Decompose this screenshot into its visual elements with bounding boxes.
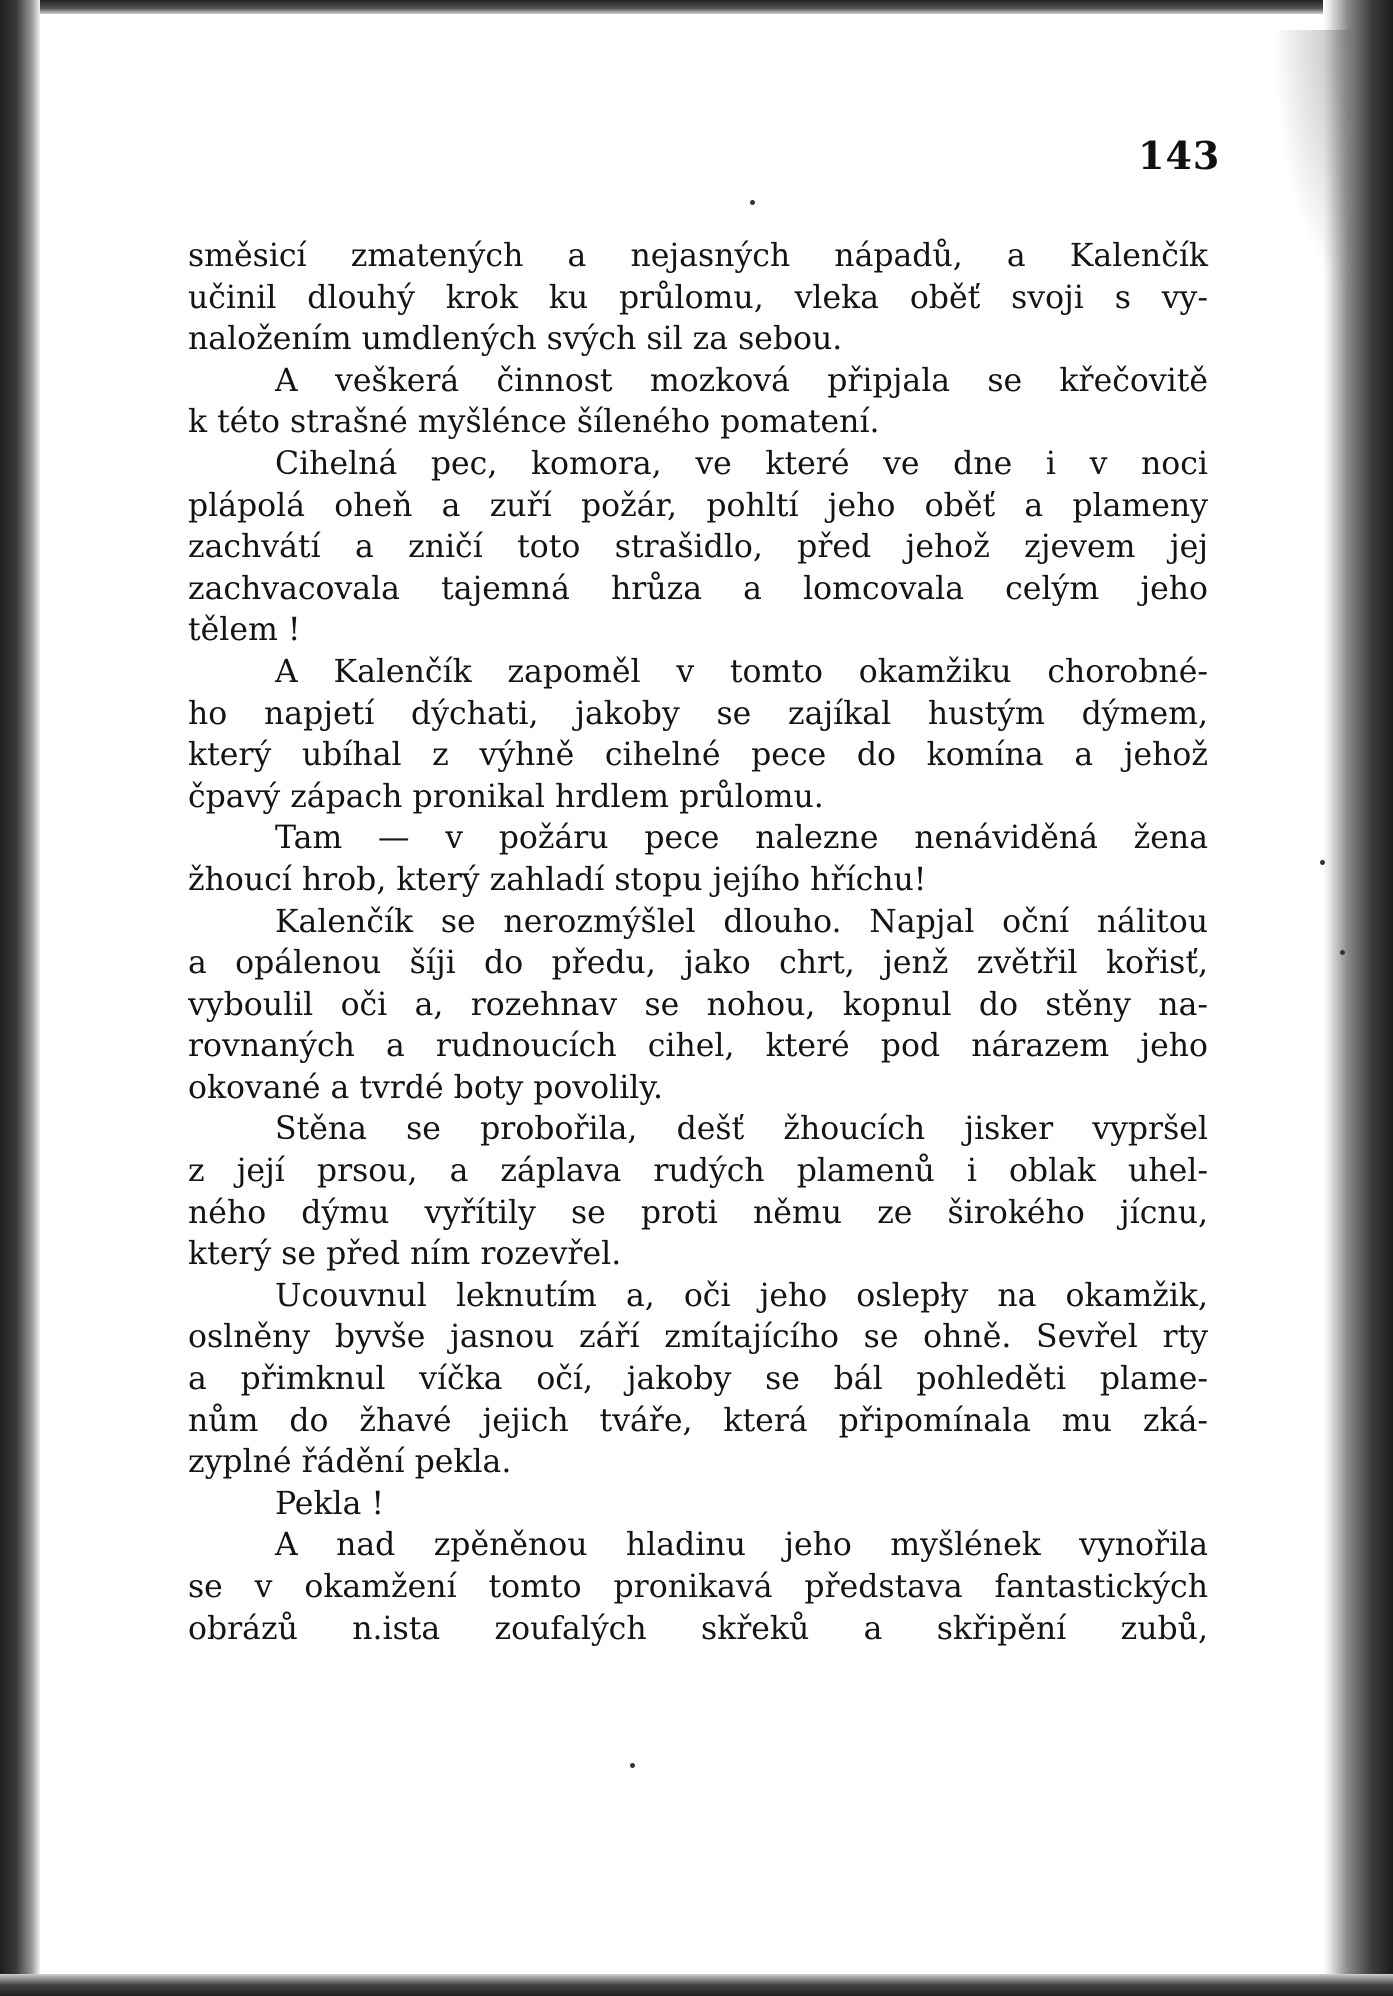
text-line: A veškerá činnost mozková připjala se křečovitě [275, 362, 1208, 399]
text-line: naložením umdlených svých sil za sebou. [188, 321, 843, 358]
text-line: oslněny byvše jasnou září zmítajícího se ohně. Sevřel rty [188, 1319, 1208, 1356]
ink-speck [1320, 860, 1325, 865]
text-line: Stěna se probořila, dešť žhoucích jisker vypršel [275, 1111, 1208, 1148]
text-line: ho napjetí dýchati, jakoby se zajíkal hustým dýmem, [188, 695, 1208, 732]
text-line: čpavý zápach pronikal hrdlem průlomu. [188, 778, 824, 815]
text-line: zachvacovala tajemná hrůza a lomcovala celým jeho [188, 570, 1208, 607]
scan-border-top [0, 0, 1393, 14]
text-line: Kalenčík se nerozmýšlel dlouho. Napjal oční nálitou [275, 903, 1208, 940]
text-line: a přimknul víčka očí, jakoby se bál pohleděti plame- [188, 1361, 1208, 1398]
text-line: vyboulil oči a, rozehnav se nohou, kopnul do stěny na- [188, 986, 1208, 1023]
ink-speck [630, 1763, 635, 1768]
scan-border-left [0, 0, 40, 1996]
text-line: z její prsou, a záplava rudých plamenů i oblak uhel- [188, 1153, 1208, 1190]
page-number: 143 [1138, 133, 1221, 178]
text-line: tělem ! [188, 612, 301, 649]
text-line: zyplné řádění pekla. [188, 1444, 512, 1481]
text-line: k této strašné myšlénce šíleného pomatení. [188, 404, 880, 441]
text-line: žhoucí hrob, který zahladí stopu jejího hříchu! [188, 861, 927, 898]
text-line: nům do žhavé jejich tváře, která připomínala mu zká- [188, 1402, 1208, 1439]
text-line: rovnaných a rudnoucích cihel, které pod nárazem jeho [188, 1028, 1208, 1065]
text-line: Pekla ! [275, 1485, 385, 1522]
text-line: Tam — v požáru pece nalezne nenáviděná žena [275, 820, 1208, 857]
text-line: ného dýmu vyřítily se proti němu ze širokého jícnu, [188, 1194, 1208, 1231]
text-line: okované a tvrdé boty povolily. [188, 1069, 663, 1106]
text-line: směsicí zmatených a nejasných nápadů, a Kalenčík [188, 238, 1208, 274]
text-line: zachvátí a zničí toto strašidlo, před jehož zjevem jej [188, 529, 1208, 566]
text-line: se v okamžení tomto pronikavá představa fantastických [188, 1569, 1208, 1605]
text-line: A nad zpěněnou hladinu jeho myšlének vynořila [275, 1527, 1208, 1564]
text-line: obrázů n.ista zoufalých skřeků a skřipění zubů, [188, 1610, 1208, 1647]
text-line: učinil dlouhý krok ku průlomu, vleka oběť svoji s vy- [188, 279, 1208, 316]
text-line: Ucouvnul leknutím a, oči jeho oslepły na okamžik, [275, 1277, 1208, 1314]
body-text [188, 236, 1208, 1650]
scan-border-right [1323, 0, 1393, 1996]
ink-speck [750, 200, 755, 205]
text-line: který se před ním rozevřel. [188, 1236, 622, 1273]
text-line: který ubíhal z výhně cihelné pece do komína a jehož [188, 737, 1208, 774]
text-line: a opálenou šíji do předu, jako chrt, jenž zvětřil kořisť, [188, 945, 1208, 982]
scan-border-bottom [0, 1974, 1393, 1996]
text-line: A Kalenčík zapoměl v tomto okamžiku chorobné- [275, 653, 1208, 690]
text-line: Cihelná pec, komora, ve které ve dne i v noci [275, 445, 1208, 482]
ink-speck [1340, 950, 1345, 955]
scan-shadow [1273, 30, 1353, 290]
text-line: plápolá oheň a zuří požár, pohltí jeho oběť a plameny [188, 487, 1208, 524]
